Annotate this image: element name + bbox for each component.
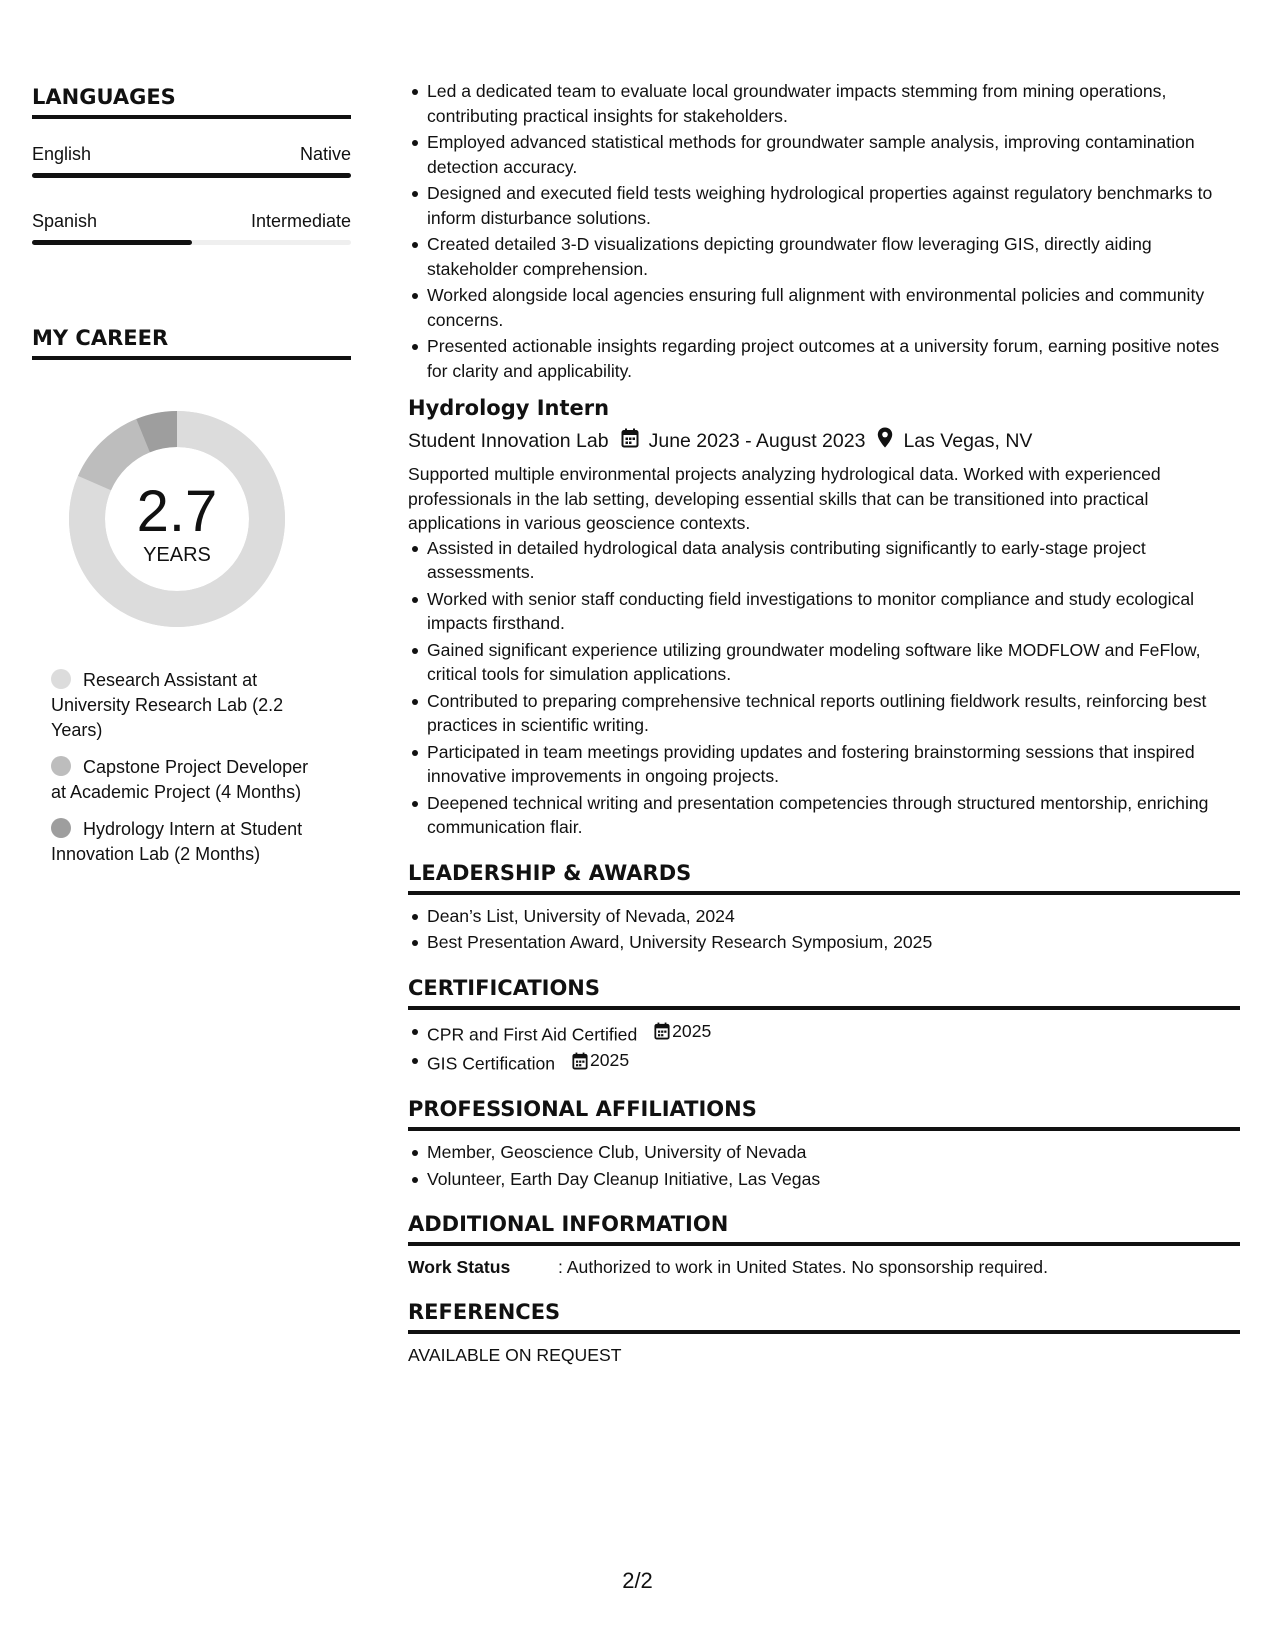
additional-info-heading: ADDITIONAL INFORMATION — [408, 1211, 1240, 1246]
career-total-years: 2.7 — [136, 479, 218, 544]
calendar-icon — [654, 1022, 670, 1040]
certification-name: GIS Certification — [427, 1053, 556, 1074]
right-column — [408, 79, 1240, 1367]
list-item: Created detailed 3-D visualizations depicting groundwater flow leveraging GIS, directly aiding stakeholder comprehension. — [427, 232, 1240, 281]
language-name: English — [32, 144, 92, 164]
affiliations-list — [408, 1140, 1240, 1191]
languages-heading: LANGUAGES — [32, 84, 351, 119]
list-item: Deepened technical writing and presentation competencies through structured mentorship, enriching communication flair. — [427, 791, 1240, 840]
calendar-icon — [572, 1052, 588, 1070]
work-status-value: : Authorized to work in United States. No sponsorship required. — [558, 1257, 1048, 1277]
list-item: Contributed to preparing comprehensive technical reports outlining fieldwork results, reinforcing best practices in scientific writing. — [427, 689, 1240, 738]
job-dates: June 2023 - August 2023 — [648, 430, 866, 452]
work-status-row — [408, 1255, 1240, 1279]
language-item — [32, 143, 351, 178]
certification-year: 2025 — [672, 1020, 712, 1041]
references-text: AVAILABLE ON REQUEST — [408, 1345, 622, 1365]
career-total-unit: YEARS — [143, 544, 211, 566]
language-proficiency-bar — [32, 173, 351, 178]
job-company: Student Innovation Lab — [408, 430, 609, 452]
career-legend — [51, 668, 321, 867]
list-item: Dean’s List, University of Nevada, 2024 — [427, 904, 1240, 929]
page-number: 2/2 — [622, 1568, 653, 1593]
career-legend-item — [51, 755, 321, 805]
career-donut-chart — [62, 404, 292, 634]
left-column — [32, 84, 351, 879]
list-item — [427, 1019, 1240, 1047]
list-item: Gained significant experience utilizing groundwater modeling software like MODFLOW and FeFlow, critical tools for simulation applications. — [427, 638, 1240, 687]
job-title: Hydrology Intern — [408, 396, 610, 420]
language-proficiency-fill — [32, 173, 351, 178]
job-meta — [408, 427, 1240, 455]
legend-dot — [51, 818, 71, 838]
certification-year: 2025 — [589, 1050, 630, 1071]
list-item: Worked alongside local agencies ensuring full alignment with environmental policies and community concerns. — [427, 283, 1240, 332]
job-description: Supported multiple environmental projects analyzing hydrological data. Worked with experienced professionals in the lab setting, developing essential skills that can be transitioned into practical applications in various geoscience contexts. — [408, 464, 1161, 533]
language-proficiency-bar — [32, 240, 351, 245]
language-level: Intermediate — [250, 211, 351, 231]
career-legend-item — [51, 817, 321, 867]
affiliations-heading: PROFESSIONAL AFFILIATIONS — [408, 1096, 1240, 1131]
list-item: Assisted in detailed hydrological data analysis contributing significantly to early-stage project assessments. — [427, 536, 1240, 585]
list-item: Volunteer, Earth Day Cleanup Initiative, Las Vegas — [427, 1167, 1240, 1192]
list-item: Worked with senior staff conducting field investigations to monitor compliance and study ecological impacts firsthand. — [427, 587, 1240, 636]
list-item: Member, Geoscience Club, University of Nevada — [427, 1140, 1240, 1165]
language-name: Spanish — [32, 211, 98, 231]
list-item: Best Presentation Award, University Research Symposium, 2025 — [427, 930, 1240, 955]
awards-list — [408, 904, 1240, 955]
career-heading: MY CAREER — [32, 325, 351, 360]
list-item: Led a dedicated team to evaluate local groundwater impacts stemming from mining operations, contributing practical insights for stakeholders. — [427, 79, 1240, 128]
references-heading: REFERENCES — [408, 1299, 1240, 1334]
list-item: Employed advanced statistical methods for groundwater sample analysis, improving contamination detection accuracy. — [427, 130, 1240, 179]
certifications-list — [408, 1019, 1240, 1077]
list-item: Participated in team meetings providing updates and fostering brainstorming sessions that inspired innovative improvements in ongoing projects. — [427, 740, 1240, 789]
certifications-heading: CERTIFICATIONS — [408, 975, 1240, 1010]
language-level: Native — [299, 144, 351, 164]
legend-label: Hydrology Intern at Student Innovation Lab (2 Months) — [51, 819, 303, 864]
list-item — [427, 1048, 1240, 1076]
language-proficiency-fill — [32, 240, 192, 245]
calendar-icon — [621, 428, 639, 455]
legend-dot — [51, 669, 71, 689]
list-item: Designed and executed field tests weighing hydrological properties against regulatory benchmarks to inform disturbance solutions. — [427, 181, 1240, 230]
job-bullets — [408, 536, 1240, 840]
language-item — [32, 210, 351, 245]
certification-name: CPR and First Aid Certified — [427, 1023, 638, 1044]
job-location: Las Vegas, NV — [903, 430, 1033, 452]
map-pin-icon — [877, 427, 893, 455]
awards-heading: LEADERSHIP & AWARDS — [408, 860, 1240, 895]
previous-job-bullets — [408, 79, 1240, 383]
legend-dot — [51, 756, 71, 776]
work-status-label: Work Status — [408, 1257, 511, 1277]
legend-label: Research Assistant at University Research Lab (2.2 Years) — [51, 670, 284, 740]
legend-label: Capstone Project Developer at Academic Project (4 Months) — [51, 757, 309, 802]
list-item: Presented actionable insights regarding project outcomes at a university forum, earning positive notes for clarity and applicability. — [427, 334, 1240, 383]
career-legend-item — [51, 668, 321, 743]
